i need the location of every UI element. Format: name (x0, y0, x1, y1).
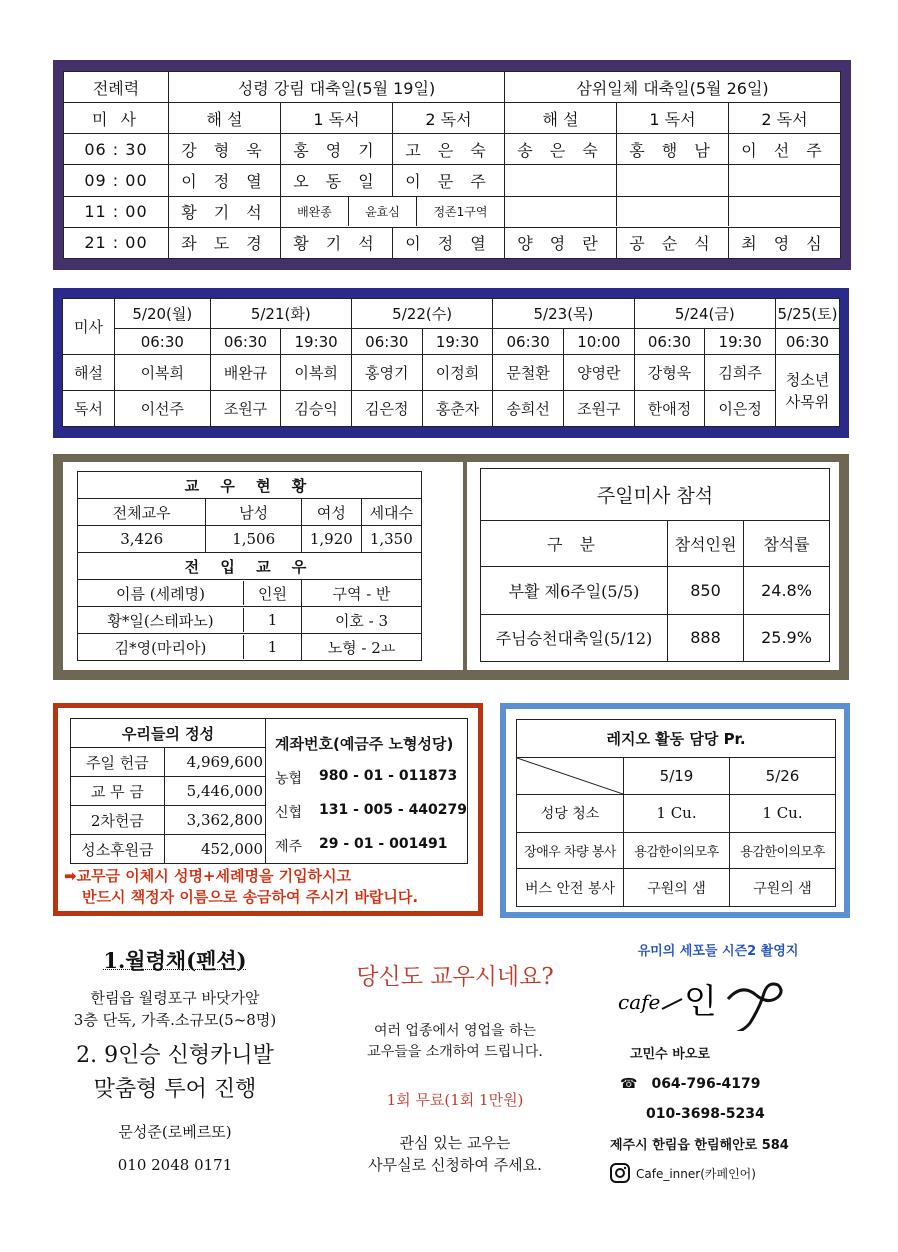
cell: 최 영 심 (729, 227, 841, 258)
cell: 장애우 차량 봉사 (517, 832, 624, 868)
newcomer-name: 김*영(마리아) (114, 638, 207, 657)
pension-title: 1.월령채(펜션) (103, 948, 247, 973)
pension-phone: 010 2048 0171 (117, 1156, 233, 1174)
cell (729, 197, 840, 226)
cell: 고 은 숙 (393, 134, 505, 165)
time-cell: 06:30 (493, 329, 564, 355)
cell: 1,506 (206, 526, 302, 553)
tel-number: 064-796-4179 (651, 1076, 761, 1092)
time-cell: 06:30 (776, 329, 840, 355)
mass-time: 21 : 00 (64, 227, 169, 258)
cell: 구원의 샘 (624, 869, 730, 907)
cell: 1 Cu. (624, 795, 730, 833)
mass-time: 11 : 00 (64, 196, 169, 227)
bank-name: 제주 (275, 839, 303, 855)
time-cell: 06:30 (115, 329, 211, 355)
cell: 2차헌금 (71, 806, 165, 835)
pension-ad (45, 945, 305, 1174)
cell: 김희주 (705, 355, 776, 391)
col-header: 참석률 (744, 521, 830, 567)
time-cell: 19:30 (281, 329, 352, 355)
time-cell: 10:00 (563, 329, 634, 355)
text-line: 2. 9인승 신형카니발 (76, 1043, 274, 1068)
newcomer-count: 1 (243, 635, 301, 659)
mass-label: 미 사 (64, 103, 169, 134)
pension-text (45, 987, 305, 1031)
text-line: 맞춤형 투어 진행 (93, 1077, 257, 1102)
table-row (64, 227, 841, 258)
col-header: 1 독서 (617, 103, 729, 134)
account-row (275, 836, 467, 856)
bank-name: 농협 (275, 771, 303, 787)
date-header: 5/19 (624, 758, 730, 795)
split-cell (281, 196, 505, 227)
legio-panel (506, 709, 844, 912)
col-header: 2 독서 (729, 103, 841, 134)
note-line: 반드시 책정자 이름으로 송금하여 주시기 바랍니다. (82, 888, 419, 906)
cafe-instagram (610, 1163, 838, 1183)
cell: 성당 청소 (517, 795, 624, 833)
time-cell: 19:30 (422, 329, 493, 355)
col-header: 1 독서 (281, 103, 393, 134)
account-number: 29 - 01 - 001491 (319, 836, 448, 852)
day-header: 5/23(목) (493, 299, 634, 329)
cell: 4,969,600 (164, 748, 265, 777)
text-line: 관심 있는 교우는 (399, 1134, 511, 1152)
col-header: 해 설 (169, 103, 281, 134)
cell: 24.8% (744, 567, 830, 615)
legio-frame (500, 703, 850, 918)
cell: 부활 제6주일(5/5) (481, 567, 668, 615)
bank-name: 신협 (275, 805, 303, 821)
cell: 이정희 (422, 355, 493, 391)
intro-apply (320, 1132, 590, 1176)
time-cell: 06:30 (210, 329, 281, 355)
intro-title: 당신도 교우시네요? (356, 964, 554, 990)
day-header: 5/20(월) (115, 299, 211, 329)
day-header: 5/21(화) (210, 299, 351, 329)
cell: 홍영기 (351, 355, 422, 391)
split-cell (78, 580, 302, 607)
cell: 배완종 (281, 197, 349, 226)
cell: 양 영 란 (505, 227, 617, 258)
commentary-label: 해설 (63, 355, 115, 391)
mass-label: 미사 (63, 299, 115, 355)
cell (617, 165, 729, 196)
cell: 이 선 주 (729, 134, 841, 165)
svg-text:cafe: cafe (618, 990, 661, 1014)
tour-text (45, 1039, 305, 1107)
feast-1-title: 성령 강림 대축일(5월 19일) (169, 72, 505, 103)
instagram-handle: Cafe_inner(카페인어) (636, 1166, 756, 1181)
time-cell: 06:30 (351, 329, 422, 355)
cell: 홍춘자 (422, 391, 493, 427)
liturgy-header: 전례력 (64, 72, 169, 103)
cell: 성소후원금 (71, 835, 165, 864)
liturgy-schedule-table (63, 71, 841, 259)
cell: 용감한이의모후 (624, 832, 730, 868)
col-header: 구 분 (481, 521, 668, 567)
legio-title: 레지오 활동 담당 Pr. (517, 720, 836, 758)
account-box (265, 718, 468, 864)
text-line: 사무실로 신청하여 주세요. (368, 1156, 542, 1174)
cafe-tagline: 유미의 세포들 시즌2 촬영지 (637, 944, 799, 959)
liturgy-schedule-frame (53, 60, 851, 270)
cell: 강 형 욱 (169, 134, 281, 165)
account-row (275, 802, 467, 822)
cell: 이은정 (705, 391, 776, 427)
weekday-schedule-table (62, 298, 840, 427)
intro-ad (320, 958, 590, 1176)
table-row (64, 196, 841, 227)
pension-owner: 문성준(로베르또) (118, 1123, 232, 1141)
mass-time: 09 : 00 (64, 165, 169, 196)
col-header: 인원 (243, 581, 301, 605)
cell: 황 기 석 (281, 227, 393, 258)
parish-title: 교 우 현 황 (78, 472, 422, 499)
text-line: 한림읍 월령포구 바닷가앞 (90, 989, 260, 1007)
newcomer-zone: 노형 - 2ㅛ (302, 634, 422, 661)
cell: 주님승천대축일(5/12) (481, 614, 668, 662)
cell: 850 (668, 567, 744, 615)
legio-table (516, 719, 836, 907)
mass-time: 06 : 30 (64, 134, 169, 165)
cell: 이복희 (115, 355, 211, 391)
intro-text (320, 1021, 590, 1063)
cell: 공 순 식 (617, 227, 729, 258)
col-header: 여성 (302, 499, 362, 526)
cell: 황 기 석 (169, 196, 281, 227)
col-header: 참석인원 (668, 521, 744, 567)
cell: 교 무 금 (71, 777, 165, 806)
cell: 윤효심 (349, 197, 417, 226)
cafe-logo-icon (598, 959, 838, 1031)
date-header: 5/26 (730, 758, 836, 795)
account-row (275, 768, 467, 788)
split-cell (505, 196, 841, 227)
col-header: 남성 (206, 499, 302, 526)
cell: 25.9% (744, 614, 830, 662)
newcomer-zone: 이호 - 3 (302, 607, 422, 634)
feast-2-title: 삼위일체 대축일(5월 26일) (505, 72, 841, 103)
cafe-owner: 고민수 바오로 (630, 1047, 710, 1062)
account-number: 131 - 005 - 440279 (319, 802, 468, 818)
cell: 구원의 샘 (730, 869, 836, 907)
cell: 정존1구역 (433, 205, 488, 220)
cell: 1 Cu. (730, 795, 836, 833)
account-title: 계좌번호(예금주 노형성당) (275, 735, 454, 753)
cell: 배완규 (210, 355, 281, 391)
cell: 좌 도 경 (169, 227, 281, 258)
time-cell: 06:30 (634, 329, 705, 355)
newcomers-title: 전 입 교 우 (78, 553, 422, 580)
cell: 조원구 (563, 391, 634, 427)
cell: 용감한이의모후 (730, 832, 836, 868)
cell: 김은정 (351, 391, 422, 427)
split-cell (78, 607, 302, 634)
text-line: 교우들을 소개하여 드립니다. (367, 1044, 543, 1060)
cell: 3,426 (78, 526, 206, 553)
svg-text:인: 인 (684, 982, 717, 1022)
offering-panel (58, 708, 478, 911)
cafe-address: 제주시 한림읍 한림해안로 584 (610, 1138, 789, 1153)
parish-members-table (77, 471, 422, 661)
cell: 3,362,800 (164, 806, 265, 835)
cell (729, 165, 841, 196)
account-number: 980 - 01 - 011873 (319, 768, 458, 784)
col-header: 해 설 (505, 103, 617, 134)
day-header: 5/24(금) (634, 299, 775, 329)
cafe-tel (620, 1076, 838, 1092)
cell: 조원구 (210, 391, 281, 427)
cell: 양영란 (563, 355, 634, 391)
note-line: ➡교무금 이체시 성명+세례명을 기입하시고 (64, 867, 352, 885)
day-header: 5/25(토) (776, 299, 840, 329)
saturday-note: 청소년 사목위 (776, 355, 840, 427)
weekday-schedule-frame (53, 288, 849, 438)
table-row (64, 165, 841, 196)
cell: 888 (668, 614, 744, 662)
offering-frame (53, 703, 483, 916)
cafe-ad (598, 940, 838, 1183)
col-header: 구역 - 반 (302, 580, 422, 607)
cell: 송희선 (493, 391, 564, 427)
cell: 이 정 열 (393, 227, 505, 258)
attendance-table (480, 468, 830, 662)
attendance-title: 주일미사 참석 (481, 469, 830, 521)
parish-stats-frame (53, 454, 849, 680)
newcomer-count: 1 (243, 608, 301, 632)
time-cell: 19:30 (705, 329, 776, 355)
cell: 이복희 (281, 355, 352, 391)
col-header: 전체교우 (78, 499, 206, 526)
split-cell (78, 634, 302, 661)
instagram-icon (610, 1163, 630, 1183)
cell: 이 정 열 (169, 165, 281, 196)
col-header: 이름 (세례명) (116, 584, 205, 603)
col-header: 2 독서 (393, 103, 505, 134)
diagonal-line (517, 758, 623, 794)
cell: 강형욱 (634, 355, 705, 391)
cell: 452,000 (164, 835, 265, 864)
cell: 홍 영 기 (281, 134, 393, 165)
cell (617, 197, 729, 226)
cell (505, 197, 617, 226)
intro-price: 1회 무료(1회 1만원) (386, 1091, 524, 1109)
cell: 이선주 (115, 391, 211, 427)
offering-title: 우리들의 정성 (71, 719, 266, 748)
diagonal-cell (517, 758, 624, 795)
reading-label: 독서 (63, 391, 115, 427)
cell: 주일 헌금 (71, 748, 165, 777)
cafe-logo (598, 959, 838, 1031)
offering-table (70, 718, 266, 864)
cell: 오 동 일 (281, 165, 393, 196)
cell: 버스 안전 봉사 (517, 869, 624, 907)
cell: 한애정 (634, 391, 705, 427)
cell: 김승익 (281, 391, 352, 427)
cell: 5,446,000 (164, 777, 265, 806)
day-header: 5/22(수) (351, 299, 492, 329)
cell: 문철환 (493, 355, 564, 391)
cell: 이 문 주 (393, 165, 505, 196)
cell: 1,350 (361, 526, 421, 553)
table-row (64, 134, 841, 165)
cell: 송 은 숙 (505, 134, 617, 165)
cafe-mobile: 010-3698-5234 (646, 1106, 765, 1122)
col-header: 세대수 (361, 499, 421, 526)
cell (505, 165, 617, 196)
text-line: 여러 업종에서 영업을 하는 (373, 1023, 537, 1039)
newcomer-name: 황*일(스테파노) (107, 611, 214, 630)
cell: 홍 행 남 (617, 134, 729, 165)
text-line: 3층 단독, 가족.소규모(5~8명) (73, 1011, 277, 1029)
offering-note (64, 866, 418, 908)
cell: 1,920 (302, 526, 362, 553)
phone-icon: ☎ (620, 1076, 638, 1092)
